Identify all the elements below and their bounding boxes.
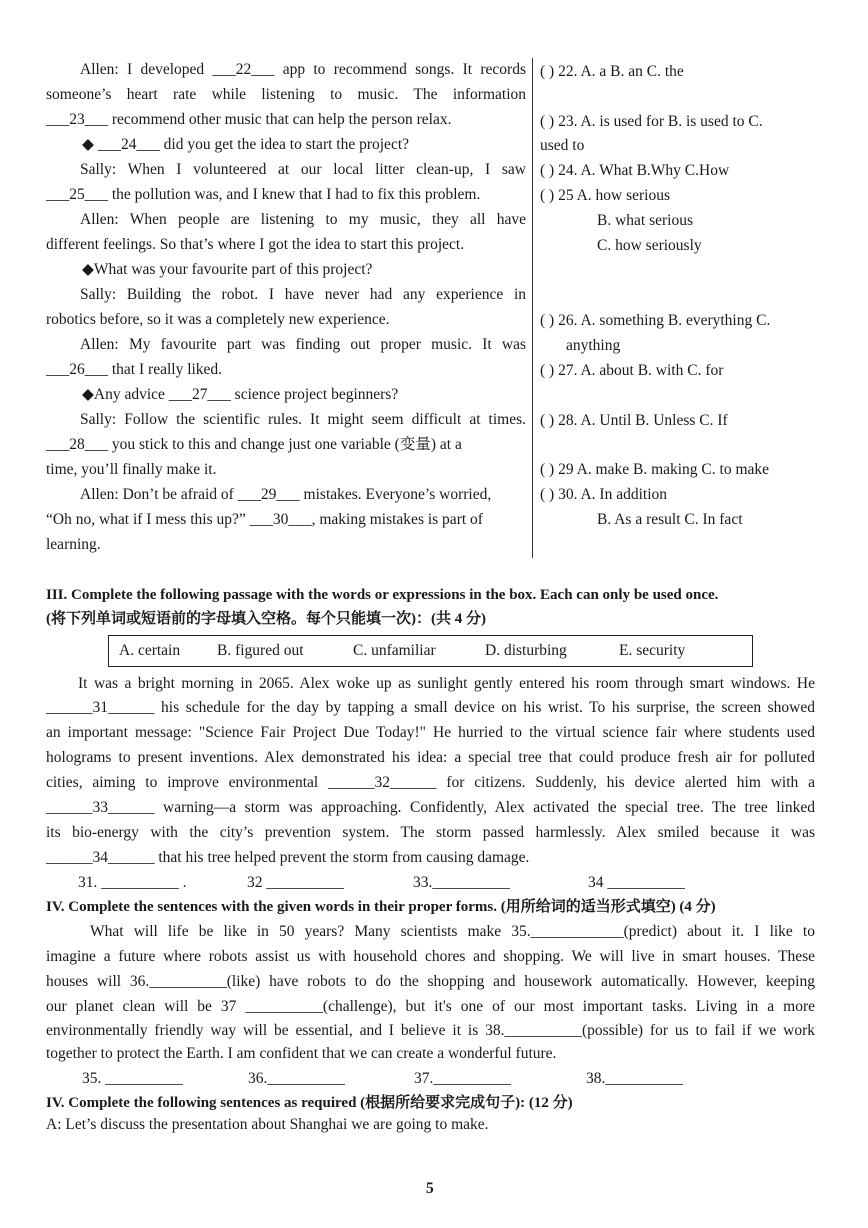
option-item: ( ) 23. A. is used for B. is used to C. bbox=[540, 113, 763, 130]
option-item: ( ) 26. A. something B. everything C. bbox=[540, 312, 771, 329]
passage-line: environmentally friendly way will be essential, and I believe it is 38.__________(possible) for us to fail if we work bbox=[46, 1022, 815, 1039]
section-5-heading: IV. Complete the following sentences as required (根据所给要求完成句子): (12 分) bbox=[46, 1095, 573, 1111]
word-box bbox=[108, 635, 753, 667]
word-box-item: A. certain bbox=[119, 642, 181, 659]
answer-blank[interactable]: 37.__________ bbox=[414, 1070, 511, 1087]
dialogue-line: time, you’ll finally make it. bbox=[46, 461, 217, 478]
passage-line: an important message: "Science Fair Project Due Today!" He hurried to the virtual science fair where students used bbox=[46, 724, 815, 741]
passage-line: ______33______ warning—a storm was approaching. Confidently, Alex activated the special tree. The tree linked bbox=[46, 799, 815, 816]
section-3-heading-cn: (将下列单词或短语前的字母填入空格。每个只能填一次)：(共 4 分) bbox=[46, 611, 486, 627]
answer-blank[interactable]: 32 __________ bbox=[247, 874, 344, 891]
dialogue-line: someone’s heart rate while listening to music. The information bbox=[46, 86, 526, 103]
dialogue-line: ___25___ the pollution was, and I knew that I had to fix this problem. bbox=[46, 186, 481, 203]
passage-line: ______34______ that his tree helped prevent the storm from causing damage. bbox=[46, 849, 530, 866]
dialogue-line: ___23___ recommend other music that can help the person relax. bbox=[46, 111, 452, 128]
dialogue-line: ◆ ___24___ did you get the idea to start the project? bbox=[82, 136, 410, 153]
answer-blank[interactable]: 34 __________ bbox=[588, 874, 685, 891]
page-number: 5 bbox=[426, 1180, 434, 1197]
section-3-heading: III. Complete the following passage with the words or expressions in the box. Each can only be used once. bbox=[46, 587, 719, 603]
dialogue-line: robotics before, so it was a completely new experience. bbox=[46, 311, 390, 328]
dialogue-line: learning. bbox=[46, 536, 101, 553]
option-item: ( ) 25 A. how serious bbox=[540, 187, 671, 204]
word-box-item: D. disturbing bbox=[485, 642, 567, 659]
dialogue-line: ___26___ that I really liked. bbox=[46, 361, 223, 378]
passage-line: A: Let’s discuss the presentation about Shanghai we are going to make. bbox=[46, 1116, 489, 1133]
dialogue-line: “Oh no, what if I mess this up?” ___30___, making mistakes is part of bbox=[46, 511, 483, 528]
option-item: B. As a result C. In fact bbox=[597, 511, 743, 528]
option-item: B. what serious bbox=[597, 212, 694, 229]
dialogue-line: Allen: When people are listening to my music, they all have bbox=[80, 211, 526, 228]
passage-line: our planet clean will be 37 __________(challenge), but it's one of our most important tasks. Living in a more bbox=[46, 998, 815, 1015]
dialogue-line: Allen: My favourite part was finding out proper music. It was bbox=[80, 336, 526, 353]
answer-blank[interactable]: 33.__________ bbox=[413, 874, 510, 891]
passage-line: houses will 36.__________(like) have robots to do the shopping and housework automatically. However, keeping bbox=[46, 973, 815, 990]
dialogue-line: ◆What was your favourite part of this project? bbox=[82, 261, 373, 278]
dialogue-line: Sally: Building the robot. I have never had any experience in bbox=[80, 286, 526, 303]
dialogue-line: Sally: Follow the scientific rules. It might seem difficult at times. bbox=[80, 411, 526, 428]
answer-blank[interactable]: 36.__________ bbox=[248, 1070, 345, 1087]
option-item: ( ) 30. A. In addition bbox=[540, 486, 667, 503]
option-item: used to bbox=[540, 137, 585, 154]
option-item: ( ) 28. A. Until B. Unless C. If bbox=[540, 412, 728, 429]
passage-line: holograms to present inventions. Alex demonstrated his idea: a special tree that could produce fresh air for polluted bbox=[46, 749, 815, 766]
passage-line: What will life be like in 50 years? Many scientists make 35.____________(predict) about it. I like to bbox=[90, 923, 815, 940]
answer-blank[interactable]: 35. __________ bbox=[82, 1070, 183, 1087]
passage-line: imagine a future where robots assist us with household chores and shopping. We will live in smart houses. These bbox=[46, 948, 815, 965]
dialogue-line: different feelings. So that’s where I got the idea to start this project. bbox=[46, 236, 465, 253]
word-box-item: B. figured out bbox=[217, 642, 304, 659]
passage-line: ______31______ his schedule for the day by tapping a small device on his wrist. To his surprise, the screen showed bbox=[46, 699, 815, 716]
dialogue-line: ◆Any advice ___27___ science project beginners? bbox=[82, 386, 399, 403]
option-item: ( ) 22. A. a B. an C. the bbox=[540, 63, 684, 80]
word-box-item: E. security bbox=[619, 642, 686, 659]
dialogue-line: Allen: Don’t be afraid of ___29___ mistakes. Everyone’s worried, bbox=[80, 486, 492, 503]
passage-line: cities, aiming to improve environmental ______32______ for citizens. Suddenly, his device alerted him with a bbox=[46, 774, 815, 791]
option-item: anything bbox=[566, 337, 621, 354]
section-4-heading: IV. Complete the sentences with the given words in their proper forms. (用所给词的适当形式填空) (4 分) bbox=[46, 899, 716, 915]
dialogue-line: ___28___ you stick to this and change just one variable (变量) at a bbox=[46, 436, 462, 453]
answer-blank[interactable]: 38.__________ bbox=[586, 1070, 683, 1087]
passage-line: It was a bright morning in 2065. Alex woke up as sunlight gently entered his room through smart windows. He bbox=[78, 675, 815, 692]
word-box-item: C. unfamiliar bbox=[353, 642, 436, 659]
passage-line: its bio-energy with the city’s prevention system. The storm passed harmlessly. Alex smiled because it was bbox=[46, 824, 815, 841]
column-divider bbox=[532, 58, 533, 558]
option-item: ( ) 27. A. about B. with C. for bbox=[540, 362, 724, 379]
answer-blank[interactable]: 31. __________ . bbox=[78, 874, 187, 891]
option-item: ( ) 24. A. What B.Why C.How bbox=[540, 162, 730, 179]
option-item: C. how seriously bbox=[597, 237, 702, 254]
dialogue-line: Allen: I developed ___22___ app to recommend songs. It records bbox=[80, 61, 526, 78]
passage-line: together to protect the Earth. I am confident that we can create a wonderful future. bbox=[46, 1045, 557, 1062]
option-item: ( ) 29 A. make B. making C. to make bbox=[540, 461, 770, 478]
dialogue-line: Sally: When I volunteered at our local litter clean-up, I saw bbox=[80, 161, 526, 178]
